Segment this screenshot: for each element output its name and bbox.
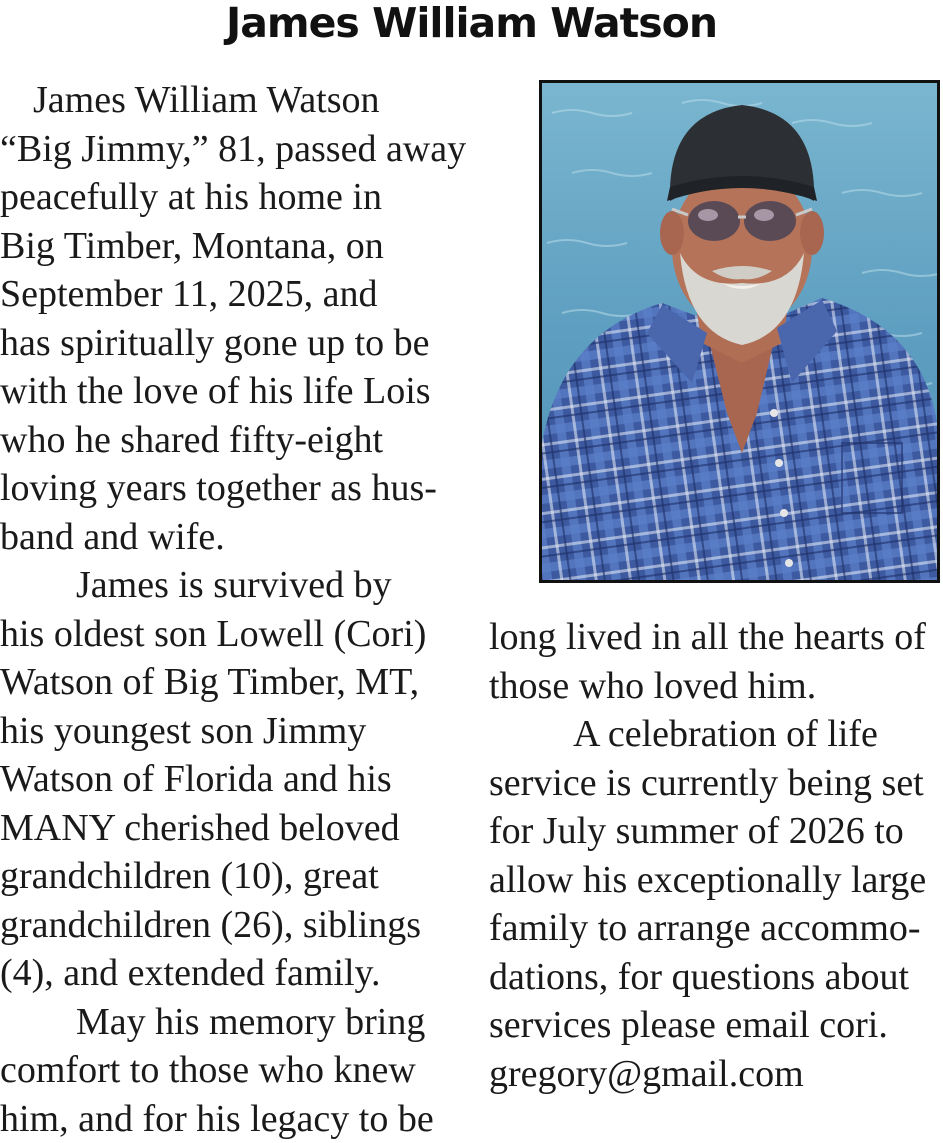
obituary-text-left-column: [0, 76, 470, 1143]
left-column-text-line: James is survived by: [0, 561, 470, 610]
left-column-text-line: Big Timber, Montana, on: [0, 222, 470, 271]
left-column-text-line: grandchildren (26), siblings: [0, 901, 470, 950]
left-column-text-line: him, and for his legacy to be: [0, 1095, 470, 1143]
obituary-text-right-column: [489, 613, 941, 1098]
left-column-text-line: comfort to those who knew: [0, 1046, 470, 1095]
left-column-text-line: grandchildren (10), great: [0, 852, 470, 901]
left-column-text-line: May his memory bring: [0, 998, 470, 1047]
left-column-text-line: MANY cherished beloved: [0, 804, 470, 853]
left-column-text-line: who he shared fifty-eight: [0, 416, 470, 465]
left-column-text-line: (4), and extended family.: [0, 949, 470, 998]
right-column-text-line: service is currently being set: [489, 759, 941, 808]
right-column-text-line: those who loved him.: [489, 662, 941, 711]
right-column-text-line: dations, for questions about: [489, 953, 941, 1002]
left-column-text-line: “Big Jimmy,” 81, passed away: [0, 125, 470, 174]
left-column-text-line: Watson of Big Timber, MT,: [0, 658, 470, 707]
right-column-text-line: family to arrange accommo-: [489, 904, 941, 953]
right-column-text-line: for July summer of 2026 to: [489, 807, 941, 856]
right-column-text-line: gregory@gmail.com: [489, 1050, 941, 1099]
right-column-text-line: long lived in all the hearts of: [489, 613, 941, 662]
right-column-text-line: A celebration of life: [489, 710, 941, 759]
left-column-text-line: his oldest son Lowell (Cori): [0, 610, 470, 659]
right-column-text-line: services please email cori.: [489, 1001, 941, 1050]
left-column-text-line: Watson of Florida and his: [0, 755, 470, 804]
portrait-photo: [539, 80, 940, 583]
left-column-text-line: peacefully at his home in: [0, 173, 470, 222]
left-column-text-line: September 11, 2025, and: [0, 270, 470, 319]
left-column-text-line: has spiritually gone up to be: [0, 319, 470, 368]
left-column-text-line: with the love of his life Lois: [0, 367, 470, 416]
right-column-text-line: allow his exceptionally large: [489, 856, 941, 905]
obituary-title: James William Watson: [0, 0, 943, 50]
left-column-text-line: James William Watson: [0, 76, 470, 125]
left-column-text-line: his youngest son Jimmy: [0, 707, 470, 756]
left-column-text-line: band and wife.: [0, 513, 470, 562]
left-column-text-line: loving years together as hus-: [0, 464, 470, 513]
